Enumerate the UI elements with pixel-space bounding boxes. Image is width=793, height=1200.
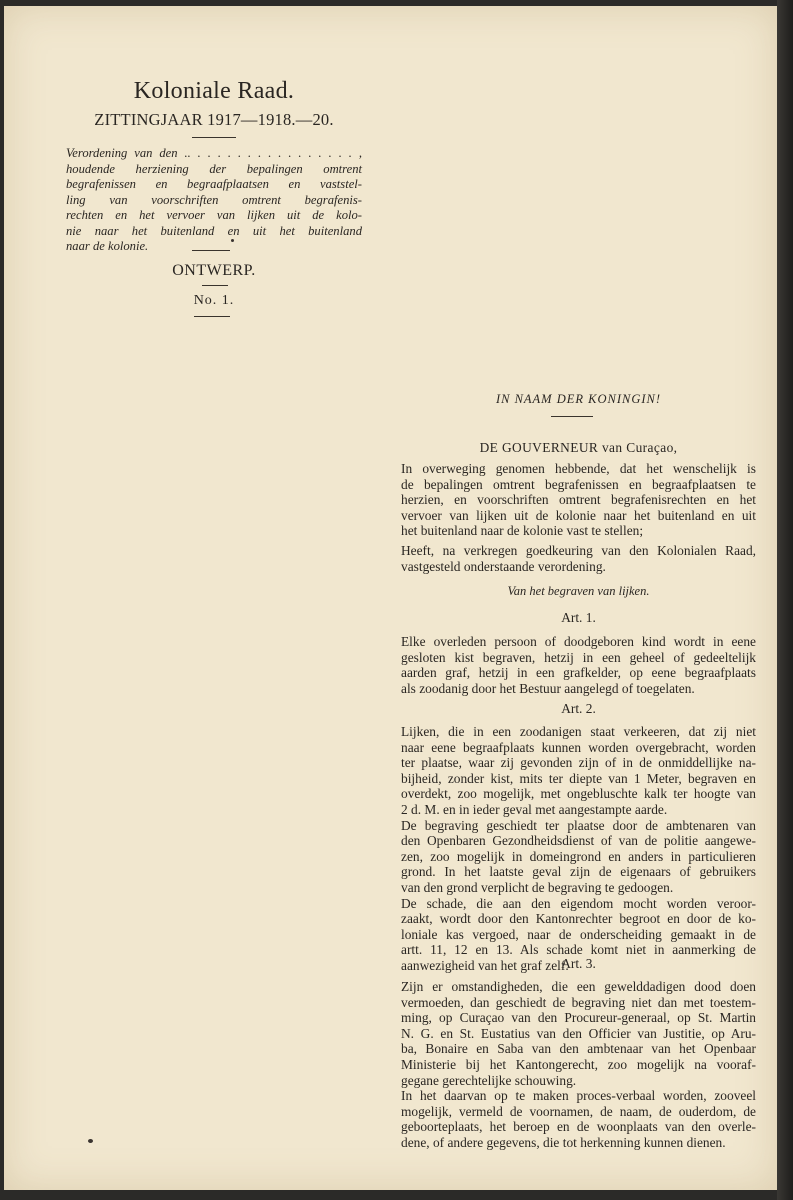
article-3-text [401, 979, 756, 1151]
text-line: artt. 11, 12 en 13. Als schade komt niet in aanmerking de [401, 942, 756, 958]
draft-label: ONTWERP. [172, 262, 256, 279]
text-line: van den grond verplicht de begraving te gedoogen. [401, 879, 674, 895]
text-line: vastgesteld onderstaande verordening. [401, 558, 606, 574]
text-line: Lijken, die in een zoodanigen staat verkeeren, dat zij niet [401, 724, 756, 739]
description-line: houdende herziening der bepalingen omtrent [66, 161, 362, 176]
text-line: 2 d. M. en in ieder geval met aangestampte aarde. [401, 801, 668, 817]
text-line: mogelijk, vermeld de voornamen, de naam, de ouderdom, de [401, 1103, 756, 1119]
description-line: rechten en het vervoer van lijken uit de kolo- [66, 208, 362, 222]
divider [194, 316, 230, 317]
governor-line: DE GOUVERNEUR van Curaçao, [479, 440, 678, 455]
divider [192, 250, 230, 251]
text-line: aarden graf, hetzij in een grafkelder, op eene begraafplaats [401, 665, 756, 681]
article-label: Art. 3. [561, 956, 596, 971]
text-line: Zijn er omstandigheden, die een gewelddadigen dood doen [401, 979, 756, 994]
text-line: gegane gerechtelijke schouwing. [401, 1072, 577, 1088]
text-line: dene, of andere gegevens, die tot herkenning kunnen dienen. [401, 1134, 726, 1150]
text-line: N. G. en St. Eustatius van den Officier van Justitie, op Aru- [401, 1025, 756, 1041]
ink-speck [88, 1139, 93, 1143]
text-line: ter plaatse, waar zij gevonden zijn of in de onmiddellijke na- [401, 755, 756, 771]
text-line: Heeft, na verkregen goedkeuring van den Kolonialen Raad, [401, 543, 756, 558]
article-2-text [401, 724, 756, 974]
document-page [4, 6, 777, 1190]
text-line: zen, zoo mogelijk in domeingrond en anders in particulieren [401, 848, 756, 864]
council-title: Koloniale Raad. [133, 78, 295, 104]
description-line: ling van voorschriften omtrent begrafenis- [66, 192, 362, 207]
text-line: als zoodanig door het Bestuur aangelegd of toegelaten. [401, 680, 695, 696]
text-line: herzien, en voorschriften omtrent begrafenisrechten en het [401, 492, 756, 508]
text-line: zaakt, wordt door den Kantonrechter begroot en door de ko- [401, 911, 756, 927]
text-line: De begraving geschiedt ter plaatse door de ambtenaren van [401, 817, 756, 833]
text-line: ming, op Curaçao van den Procureur-generaal, op St. Martin [401, 1010, 756, 1026]
text-line: In overweging genomen hebbende, dat het wenschelijk is [401, 461, 756, 476]
divider [202, 285, 228, 286]
preamble [401, 461, 756, 539]
text-line: gesloten kist begraven, hetzij in een geheel of gedeeltelijk [401, 649, 756, 665]
text-line: den Openbaren Gezondheidsdienst of van de politie aangewe- [401, 833, 756, 849]
text-line: Elke overleden persoon of doodgeboren kind wordt in eene [401, 634, 756, 649]
description-line: naar de kolonie. [66, 239, 149, 253]
text-line: naar eene begraafplaats kunnen worden overgebracht, worden [401, 739, 756, 755]
text-line: grond. In het laatste geval zijn de eigenaars of gebruikers [401, 864, 756, 880]
description-line: begrafenissen en begraafplaatsen en vaststel- [66, 177, 362, 191]
description-line: Verordening van den .. . . . . . . . . . . . . . . . . , [66, 146, 362, 160]
section-heading: Van het begraven van lijken. [507, 584, 650, 598]
ordinance-description [66, 146, 362, 255]
article-1-text [401, 634, 756, 696]
text-line: bijheid, zonder kist, mits ter diepte van 1 Meter, begraven en [401, 770, 756, 786]
approval [401, 543, 756, 574]
divider [551, 416, 593, 417]
text-line: vervoer van lijken uit de kolonie naar het buitenland en uit [401, 507, 756, 523]
text-line: loniale kas vergoed, naar de onderscheiding gemaakt in de [401, 926, 756, 942]
description-line: nie naar het buitenland en uit het buitenland [66, 223, 362, 238]
text-line: de bepalingen omtrent begrafenissen en begraafplaatsen te [401, 476, 756, 492]
divider [192, 137, 236, 138]
invocation: IN NAAM DER KONINGIN! [495, 392, 662, 406]
text-line: geboorteplaats, het beroep en de woonplaats van den overle- [401, 1119, 756, 1135]
session-year: ZITTINGJAAR 1917—1918.—20. [94, 110, 334, 129]
text-line: overdekt, zoo mogelijk, met ongebluschte kalk ter hoogte van [401, 786, 756, 802]
text-line: aanwezigheid van het graf zelf. [401, 957, 569, 973]
article-label: Art. 2. [561, 701, 596, 716]
text-line: het buitenland naar de kolonie vast te stellen; [401, 523, 644, 539]
text-line: In het daarvan op te maken proces-verbaal worden, zooveel [401, 1088, 756, 1104]
draft-number: No. 1. [193, 293, 235, 308]
text-line: De schade, die aan den eigendom mocht worden veroor- [401, 895, 756, 911]
article-label: Art. 1. [561, 610, 596, 625]
ink-speck [231, 239, 234, 242]
text-line: ba, Bonaire en Saba van den ambtenaar van het Openbaar [401, 1041, 756, 1057]
text-line: Ministerie bij het Kantongerecht, zoo mogelijk na vooraf- [401, 1056, 756, 1072]
text-line: vermoeden, dan geschiedt de begraving niet dan met toestem- [401, 994, 756, 1010]
scan-edge [777, 0, 793, 1200]
